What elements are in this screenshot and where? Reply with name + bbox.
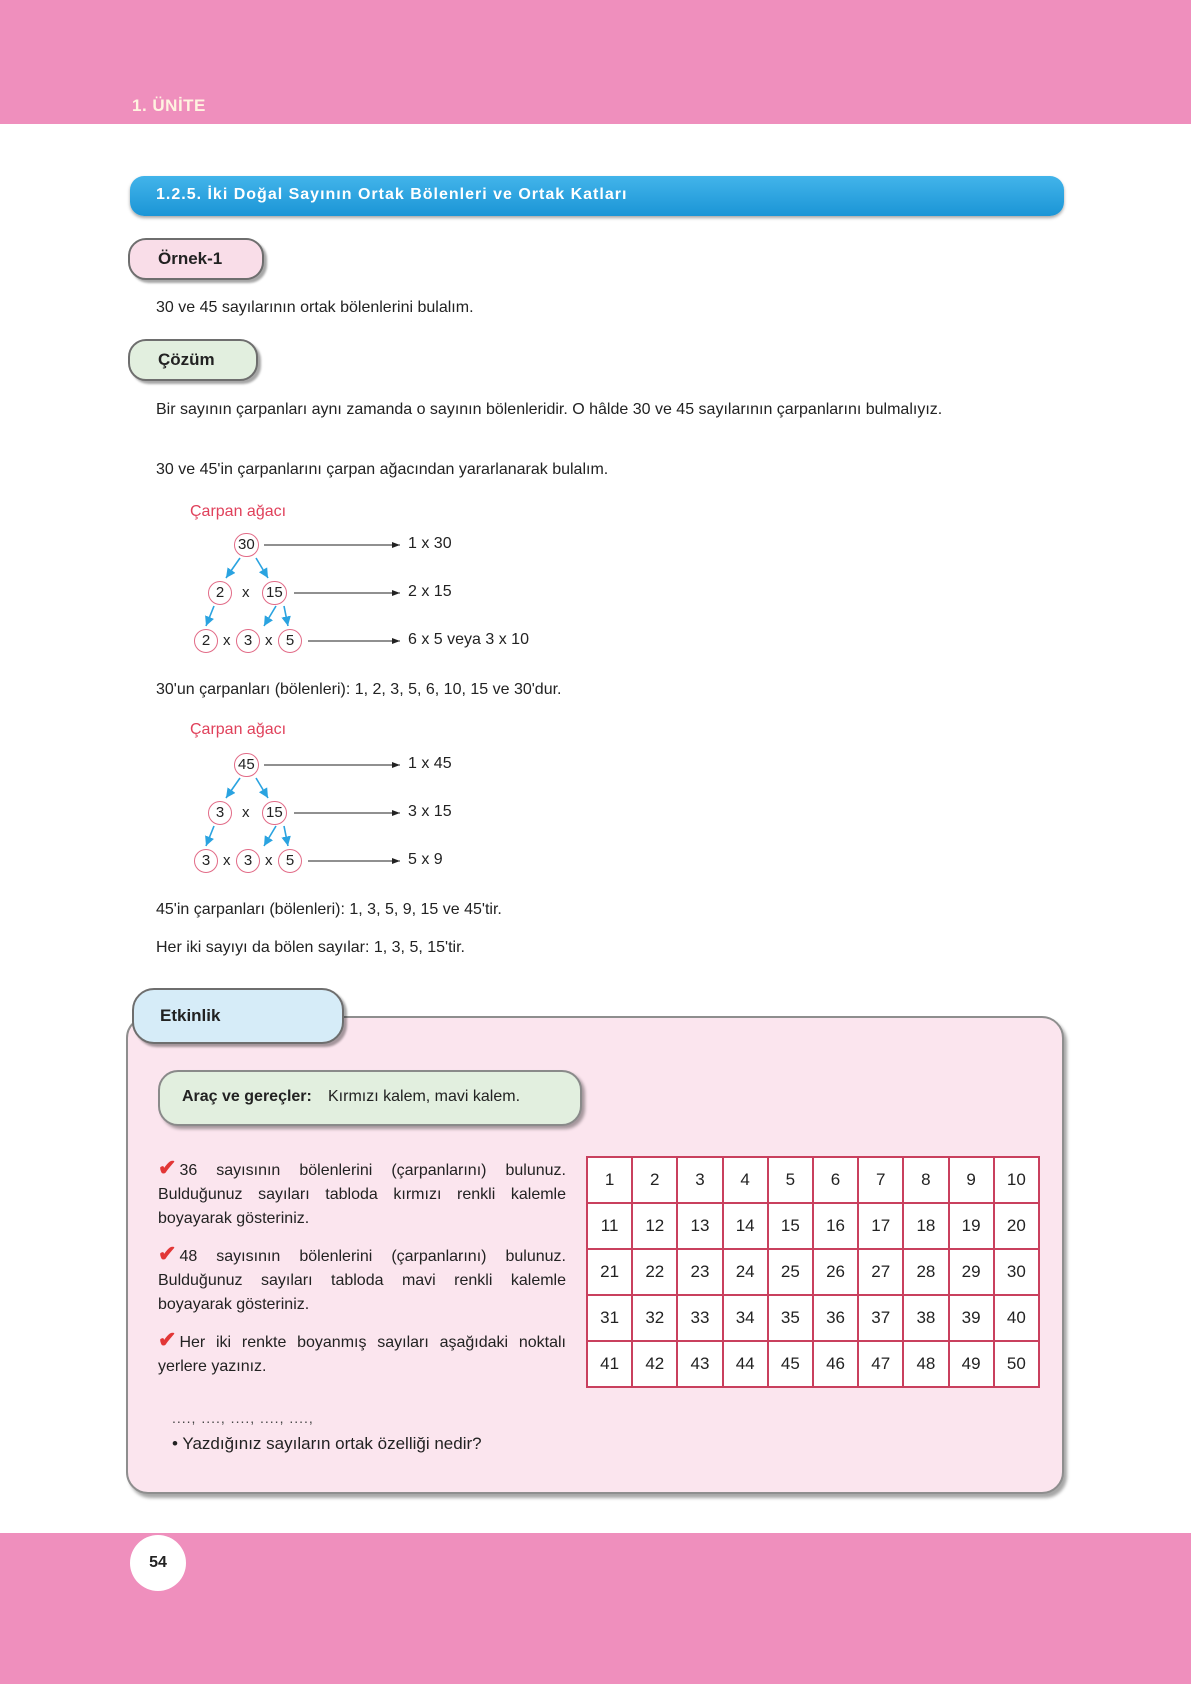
example-tag-label: Örnek-1 bbox=[158, 249, 223, 268]
tree2-leaf: 3 bbox=[236, 849, 260, 873]
tree2-branch bbox=[256, 778, 268, 798]
tools-box bbox=[158, 1070, 582, 1126]
times-sign: x bbox=[242, 584, 250, 601]
solution-tag bbox=[128, 339, 258, 381]
table-row bbox=[587, 1341, 1039, 1387]
activity-tag-label: Etkinlik bbox=[160, 1006, 221, 1025]
grid-cell[interactable]: 14 bbox=[723, 1203, 768, 1249]
grid-cell[interactable]: 23 bbox=[677, 1249, 722, 1295]
grid-cell[interactable]: 42 bbox=[632, 1341, 677, 1387]
tree2-branch bbox=[264, 826, 276, 846]
tree2-conclusion: 45'in çarpanları (bölenleri): 1, 3, 5, 9, 15 ve 45'tir. bbox=[156, 901, 502, 918]
grid-cell[interactable]: 8 bbox=[903, 1157, 948, 1203]
grid-cell[interactable]: 3 bbox=[677, 1157, 722, 1203]
grid-cell[interactable]: 44 bbox=[723, 1341, 768, 1387]
grid-cell[interactable]: 50 bbox=[994, 1341, 1039, 1387]
tree1-leaf: 5 bbox=[278, 629, 302, 653]
grid-cell[interactable]: 20 bbox=[994, 1203, 1039, 1249]
grid-cell[interactable]: 4 bbox=[723, 1157, 768, 1203]
grid-cell[interactable]: 31 bbox=[587, 1295, 632, 1341]
grid-cell[interactable]: 33 bbox=[677, 1295, 722, 1341]
task-3 bbox=[158, 1328, 566, 1379]
tree2-leaf: 3 bbox=[194, 849, 218, 873]
grid-cell[interactable]: 26 bbox=[813, 1249, 858, 1295]
times-sign: x bbox=[242, 804, 250, 821]
grid-cell[interactable]: 32 bbox=[632, 1295, 677, 1341]
grid-cell[interactable]: 17 bbox=[858, 1203, 903, 1249]
check-icon: ✔ bbox=[158, 1327, 177, 1352]
activity-tag bbox=[132, 988, 344, 1044]
times-sign: x bbox=[223, 632, 231, 649]
activity-question: • Yazdığınız sayıların ortak özelliği nedir? bbox=[172, 1434, 482, 1453]
grid-cell[interactable]: 39 bbox=[949, 1295, 994, 1341]
tree1-root: 30 bbox=[234, 533, 259, 557]
grid-cell[interactable]: 49 bbox=[949, 1341, 994, 1387]
tree1-leaf: 2 bbox=[194, 629, 218, 653]
task-3-text: Her iki renkte boyanmış sayıları aşağıdaki noktalı yerlere yazınız. bbox=[158, 1334, 566, 1375]
grid-cell[interactable]: 41 bbox=[587, 1341, 632, 1387]
example-problem: 30 ve 45 sayılarının ortak bölenlerini bulalım. bbox=[156, 299, 474, 316]
grid-cell[interactable]: 1 bbox=[587, 1157, 632, 1203]
check-icon: ✔ bbox=[158, 1155, 177, 1180]
task-2-text: 48 sayısının bölenlerini (çarpanlarını) bulunuz. Bulduğunuz sayıları tabloda mavi renkli kalemle boyayarak gösteriniz. bbox=[158, 1248, 566, 1313]
tree2-node: 3 bbox=[208, 801, 232, 825]
check-icon: ✔ bbox=[158, 1241, 177, 1266]
grid-cell[interactable]: 13 bbox=[677, 1203, 722, 1249]
common-divisors: Her iki sayıyı da bölen sayılar: 1, 3, 5, 15'tir. bbox=[156, 939, 465, 956]
tree1-result-2: 2 x 15 bbox=[408, 583, 452, 600]
times-sign: x bbox=[223, 852, 231, 869]
tree2-leaf: 5 bbox=[278, 849, 302, 873]
section-banner bbox=[130, 176, 1064, 216]
solution-paragraph-2: 30 ve 45'in çarpanlarını çarpan ağacından yararlanarak bulalım. bbox=[156, 461, 609, 478]
grid-cell[interactable]: 11 bbox=[587, 1203, 632, 1249]
tree1-node: 15 bbox=[262, 581, 287, 605]
tree2-node: 15 bbox=[262, 801, 287, 825]
task-1-text: 36 sayısının bölenlerini (çarpanlarını) bulunuz. Bulduğunuz sayıları tabloda kırmızı renkli kalemle boyayarak gösteriniz. bbox=[158, 1162, 566, 1227]
grid-cell[interactable]: 5 bbox=[768, 1157, 813, 1203]
tree2-title: Çarpan ağacı bbox=[190, 721, 287, 738]
number-grid bbox=[586, 1156, 1040, 1388]
grid-cell[interactable]: 25 bbox=[768, 1249, 813, 1295]
example-tag bbox=[128, 238, 264, 280]
grid-cell[interactable]: 36 bbox=[813, 1295, 858, 1341]
grid-cell[interactable]: 19 bbox=[949, 1203, 994, 1249]
tree1-branch bbox=[206, 606, 214, 626]
grid-cell[interactable]: 24 bbox=[723, 1249, 768, 1295]
grid-cell[interactable]: 40 bbox=[994, 1295, 1039, 1341]
tree1-title: Çarpan ağacı bbox=[190, 503, 287, 520]
grid-cell[interactable]: 48 bbox=[903, 1341, 948, 1387]
grid-cell[interactable]: 37 bbox=[858, 1295, 903, 1341]
tree1-result-3: 6 x 5 veya 3 x 10 bbox=[408, 631, 529, 648]
solution-paragraph-1: Bir sayının çarpanları aynı zamanda o sayının bölenleridir. O hâlde 30 ve 45 sayılarının çarpanlarını bulmalıyız. bbox=[156, 401, 943, 418]
tree1-node: 2 bbox=[208, 581, 232, 605]
tree2-branch bbox=[206, 826, 214, 846]
grid-cell[interactable]: 46 bbox=[813, 1341, 858, 1387]
tree1-leaf: 3 bbox=[236, 629, 260, 653]
tree2-branch bbox=[226, 778, 240, 798]
grid-cell[interactable]: 43 bbox=[677, 1341, 722, 1387]
tree1-branch bbox=[226, 558, 240, 578]
grid-cell[interactable]: 2 bbox=[632, 1157, 677, 1203]
times-sign: x bbox=[265, 852, 273, 869]
grid-cell[interactable]: 35 bbox=[768, 1295, 813, 1341]
grid-cell[interactable]: 9 bbox=[949, 1157, 994, 1203]
tree2-root: 45 bbox=[234, 753, 259, 777]
grid-cell[interactable]: 34 bbox=[723, 1295, 768, 1341]
table-row bbox=[587, 1203, 1039, 1249]
grid-cell[interactable]: 28 bbox=[903, 1249, 948, 1295]
grid-cell[interactable]: 38 bbox=[903, 1295, 948, 1341]
tree1-result-1: 1 x 30 bbox=[408, 535, 452, 552]
task-1 bbox=[158, 1156, 566, 1231]
tree2-result-2: 3 x 15 bbox=[408, 803, 452, 820]
page-number: 54 bbox=[130, 1535, 186, 1591]
section-title: 1.2.5. İki Doğal Sayının Ortak Bölenleri ve Ortak Katları bbox=[156, 186, 628, 203]
times-sign: x bbox=[265, 632, 273, 649]
tree1-branch bbox=[256, 558, 268, 578]
task-2 bbox=[158, 1242, 566, 1317]
table-row bbox=[587, 1249, 1039, 1295]
grid-cell[interactable]: 45 bbox=[768, 1341, 813, 1387]
tree2-result-1: 1 x 45 bbox=[408, 755, 452, 772]
grid-cell[interactable]: 6 bbox=[813, 1157, 858, 1203]
grid-cell[interactable]: 30 bbox=[994, 1249, 1039, 1295]
table-row bbox=[587, 1295, 1039, 1341]
tree2-result-3: 5 x 9 bbox=[408, 851, 443, 868]
grid-cell[interactable]: 10 bbox=[994, 1157, 1039, 1203]
tools-label: Araç ve gereçler: bbox=[182, 1088, 312, 1105]
tree1-conclusion: 30'un çarpanları (bölenleri): 1, 2, 3, 5, 6, 10, 15 ve 30'dur. bbox=[156, 681, 562, 698]
grid-cell[interactable]: 22 bbox=[632, 1249, 677, 1295]
grid-cell[interactable]: 21 bbox=[587, 1249, 632, 1295]
grid-cell[interactable]: 12 bbox=[632, 1203, 677, 1249]
grid-cell[interactable]: 18 bbox=[903, 1203, 948, 1249]
grid-cell[interactable]: 15 bbox=[768, 1203, 813, 1249]
grid-cell[interactable]: 16 bbox=[813, 1203, 858, 1249]
grid-cell[interactable]: 7 bbox=[858, 1157, 903, 1203]
tools-value: Kırmızı kalem, mavi kalem. bbox=[328, 1088, 521, 1105]
unit-label: 1. ÜNİTE bbox=[132, 96, 206, 115]
grid-cell[interactable]: 29 bbox=[949, 1249, 994, 1295]
grid-cell[interactable]: 27 bbox=[858, 1249, 903, 1295]
grid-cell[interactable]: 47 bbox=[858, 1341, 903, 1387]
tree2-branch bbox=[284, 826, 288, 846]
answer-blanks[interactable]: ...., ...., ...., ...., ...., bbox=[172, 1410, 314, 1426]
table-row bbox=[587, 1157, 1039, 1203]
tree1-branch bbox=[264, 606, 276, 626]
tree1-branch bbox=[284, 606, 288, 626]
solution-tag-label: Çözüm bbox=[158, 350, 215, 369]
